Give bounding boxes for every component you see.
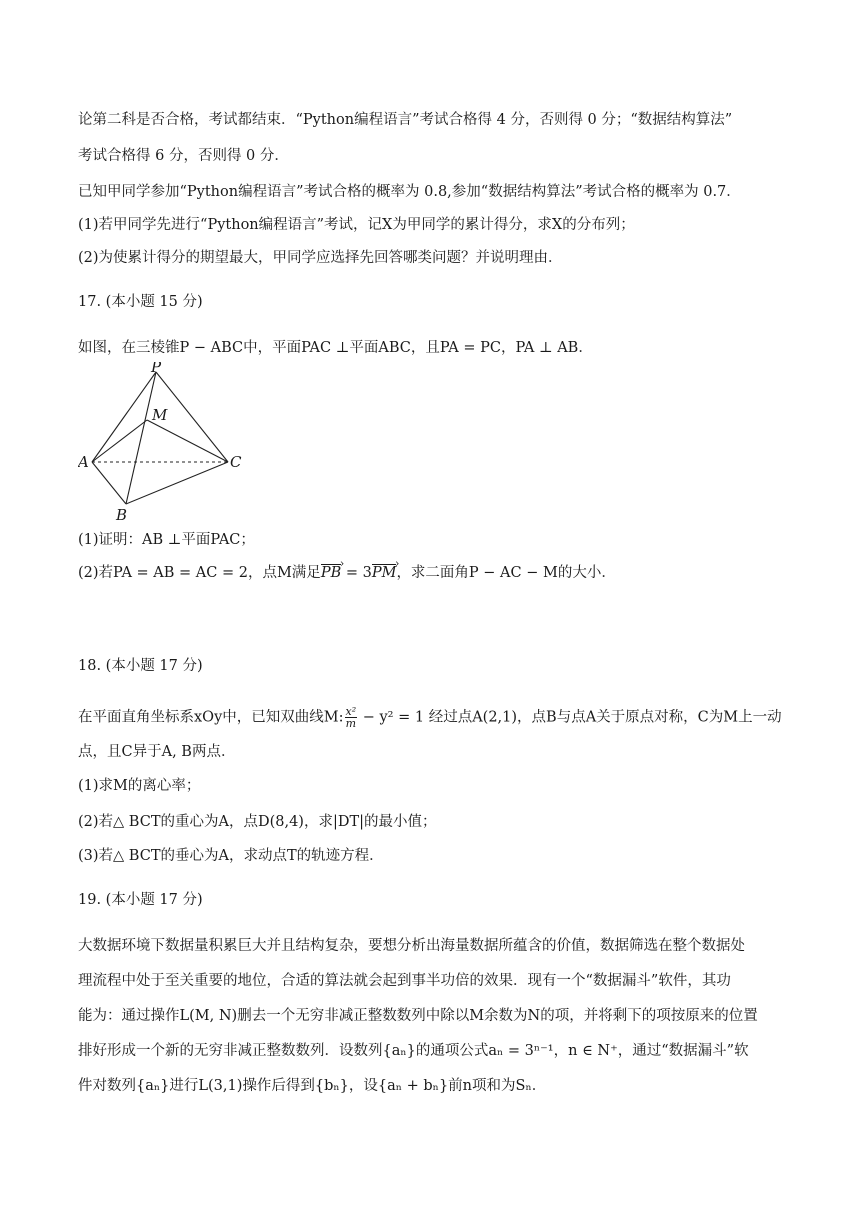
q19-line4: 排好形成一个新的无穷非减正整数数列．设数列{aₙ}的通项公式aₙ = 3ⁿ⁻¹，n ∈ N⁺，通过“数据漏斗”软 <box>78 1043 749 1059</box>
label-C: C <box>230 453 242 471</box>
q18-part1: (1)求M的离心率； <box>78 778 201 794</box>
edge-MC <box>147 420 228 462</box>
label-P: P <box>151 362 162 376</box>
frac-numerator: x² <box>345 705 357 718</box>
q17-part2-b: = 3 <box>341 565 372 581</box>
tetrahedron-figure <box>78 362 258 522</box>
edge-AB <box>92 462 126 504</box>
q19-line1: 大数据环境下数据量积累巨大并且结构复杂，要想分析出海量数据所蕴含的价值，数据筛选在整个数据处 <box>78 938 745 954</box>
q19-header: 19. (本小题 17 分) <box>78 892 203 908</box>
edge-PA <box>92 372 156 462</box>
vector-PB: PB › <box>321 563 341 583</box>
q16-part2: (2)为使累计得分的期望最大，甲同学应选择先回答哪类问题？并说明理由． <box>78 250 563 266</box>
q18-part2: (2)若△ BCT的重心为A，点D(8,4)，求|DT|的最小值； <box>78 814 437 830</box>
vector-PM: PM › <box>372 563 397 583</box>
q16-line3: 已知甲同学参加“Python编程语言”考试合格的概率为 0.8,参加“数据结构算法”考试合格的概率为 0.7． <box>78 184 741 200</box>
frac-denominator: m <box>345 717 357 730</box>
edge-PB <box>126 372 156 504</box>
edge-BC <box>126 462 228 504</box>
q18-stem <box>78 706 782 729</box>
q17-part2-c: ，求二面角P − AC − M的大小． <box>396 565 616 581</box>
q18-stem-a: 在平面直角坐标系xOy中，已知双曲线M: <box>78 709 344 726</box>
q18-stem2: 点，且C异于A, B两点． <box>78 744 236 760</box>
q17-part2-a: (2)若PA = AB = AC = 2，点M满足 <box>78 565 321 581</box>
q17-stem: 如图，在三棱锥P − ABC中，平面PAC ⊥平面ABC，且PA = PC，PA ⊥ AB． <box>78 340 593 356</box>
q16-part1: (1)若甲同学先进行“Python编程语言”考试，记X为甲同学的累计得分，求X的分布列； <box>78 217 635 233</box>
q16-line1: 论第二科是否合格，考试都结束．“Python编程语言”考试合格得 4 分，否则得 0 分；“数据结构算法” <box>78 112 733 128</box>
label-B: B <box>116 506 128 522</box>
q18-stem-b: − y² = 1 经过点A(2,1)，点B与点A关于原点对称，C为M上一动 <box>358 709 782 726</box>
q19-line5: 件对数列{aₙ}进行L(3,1)操作后得到{bₙ}，设{aₙ + bₙ}前n项和为Sₙ． <box>78 1078 547 1094</box>
label-A: A <box>78 453 89 471</box>
q18-header: 18. (本小题 17 分) <box>78 658 203 674</box>
q17-header: 17. (本小题 15 分) <box>78 294 203 310</box>
q19-line2: 理流程中处于至关重要的地位，合适的算法就会起到事半功倍的效果．现有一个“数据漏斗”软件，其功 <box>78 973 731 989</box>
q18-part3: (3)若△ BCT的垂心为A，求动点T的轨迹方程． <box>78 848 384 864</box>
q17-part2 <box>78 563 616 583</box>
q17-part1: (1)证明：AB ⊥平面PAC； <box>78 532 255 548</box>
q19-line3: 能为：通过操作L(M, N)删去一个无穷非减正整数数列中除以M余数为N的项，并将剩下的项按原来的位置 <box>78 1008 758 1024</box>
edge-AM <box>92 420 147 462</box>
fraction-x2-over-m <box>345 706 358 729</box>
q16-line2: 考试合格得 6 分，否则得 0 分． <box>78 148 289 164</box>
label-M: M <box>152 406 168 424</box>
